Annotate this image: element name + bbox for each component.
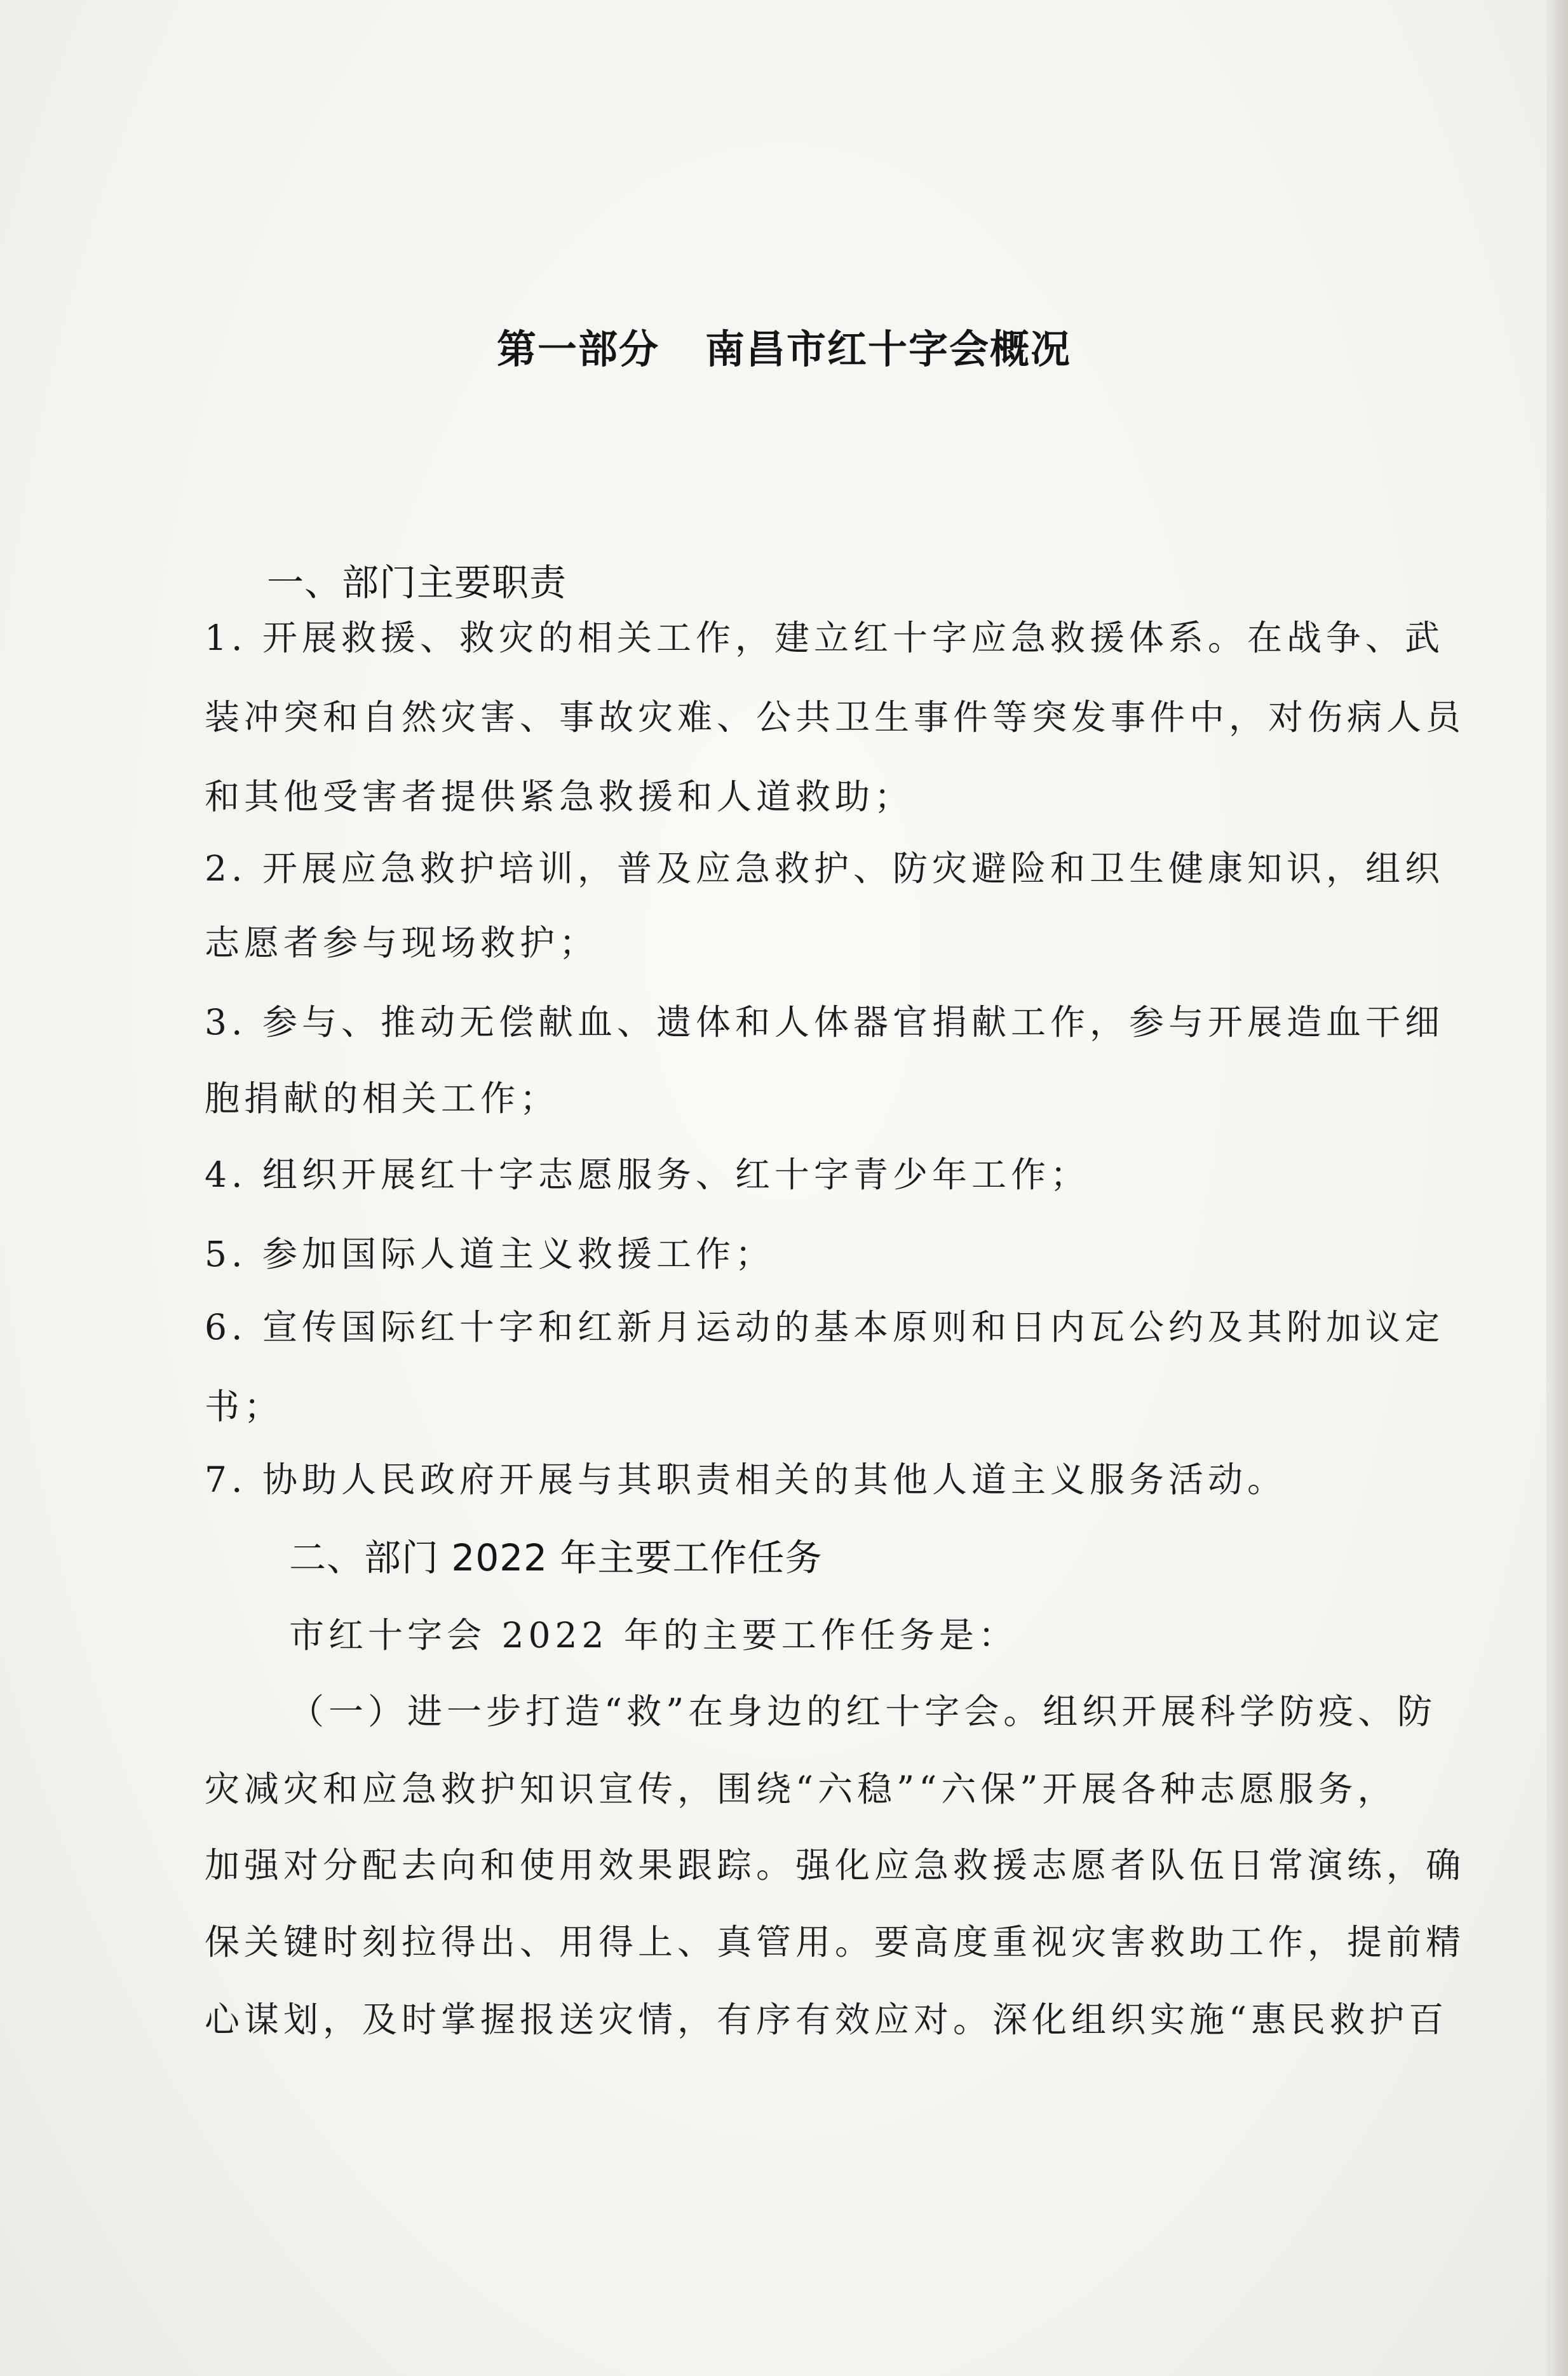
section1-line-11: 书； bbox=[205, 1386, 284, 1427]
title-name: 南昌市红十字会概况 bbox=[705, 326, 1072, 372]
title-part: 第一部分 bbox=[496, 326, 659, 372]
section2-line-1: （一）进一步打造“救”在身边的红十字会。组织开展科学防疫、防 bbox=[289, 1691, 1437, 1732]
section1-line-9: 5. 参加国际人道主义救援工作； bbox=[205, 1234, 774, 1274]
section2-heading: 二、部门 2022 年主要工作任务 bbox=[289, 1536, 823, 1579]
section2-line-5: 心谋划，及时掌握报送灾情，有序有效应对。深化组织实施“惠民救护百 bbox=[205, 1999, 1449, 2040]
section2-intro: 市红十字会 2022 年的主要工作任务是： bbox=[289, 1615, 1018, 1656]
section1-line-8: 4. 组织开展红十字志愿服务、红十字青少年工作； bbox=[205, 1154, 1090, 1195]
section1-line-10: 6. 宣传国际红十字和红新月运动的基本原则和日内瓦公约及其附加议定 bbox=[205, 1307, 1444, 1347]
section2-line-4: 保关键时刻拉得出、用得上、真管用。要高度重视灾害救助工作，提前精 bbox=[205, 1922, 1466, 1962]
section1-line-4: 2. 开展应急救护培训，普及应急救护、防灾避险和卫生健康知识，组织 bbox=[205, 848, 1444, 889]
section2-line-2: 灾减灾和应急救护知识宣传，围绕“六稳”“六保”开展各种志愿服务， bbox=[205, 1769, 1397, 1809]
section1-heading: 一、部门主要职责 bbox=[267, 561, 567, 604]
section1-line-5: 志愿者参与现场救护； bbox=[205, 922, 599, 963]
section1-line-7: 胞捐献的相关工作； bbox=[205, 1078, 560, 1119]
section2-line-3: 加强对分配去向和使用效果跟踪。强化应急救援志愿者队伍日常演练，确 bbox=[205, 1845, 1466, 1886]
section1-line-12: 7. 协助人民政府开展与其职责相关的其他人道主义服务活动。 bbox=[205, 1459, 1287, 1500]
section1-line-2: 装冲突和自然灾害、事故灾难、公共卫生事件等突发事件中，对伤病人员 bbox=[205, 697, 1466, 738]
section1-line-1: 1. 开展救援、救灾的相关工作，建立红十字应急救援体系。在战争、武 bbox=[205, 618, 1444, 658]
section1-line-3: 和其他受害者提供紧急救援和人道救助； bbox=[205, 776, 914, 817]
section1-line-6: 3. 参与、推动无偿献血、遗体和人体器官捐献工作，参与开展造血干细 bbox=[205, 1002, 1444, 1043]
page-title bbox=[0, 318, 1568, 374]
